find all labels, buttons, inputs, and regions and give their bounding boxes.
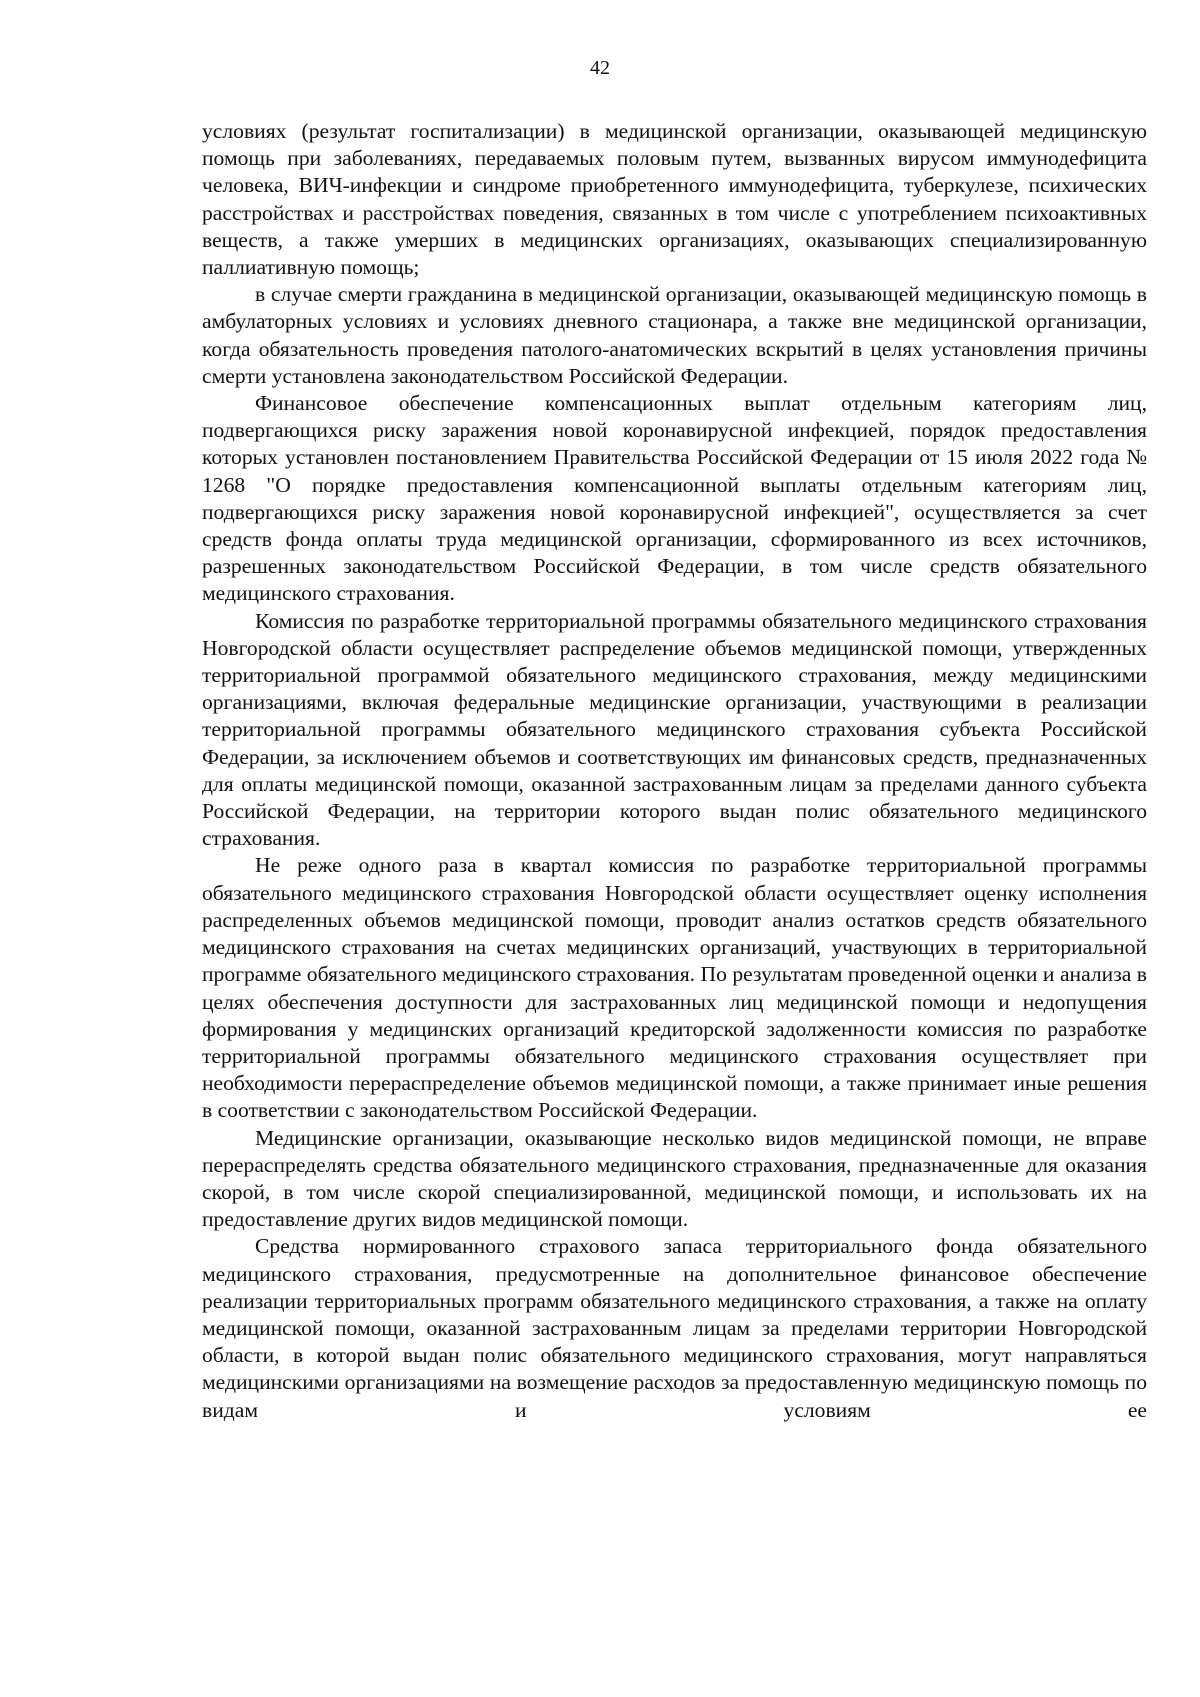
paragraph-death-outside-hospital: в случае смерти гражданина в медицинской организации, оказывающей медицинскую помощь в амбулаторных условиях и условиях дневного стационара, а также вне медицинской организации, когда обязательность проведения патолого-анатомических вскрытий в целях установления причины смерти установлена законодательством Российской Федерации. bbox=[202, 282, 1147, 388]
paragraph-emergency-funds: Медицинские организации, оказывающие несколько видов медицинской помощи, не вправе перераспределять средства обязательного медицинского страхования, предназначенные для оказания скорой, в том числе скорой специализированной, медицинской помощи, и использовать их на предоставление других видов медицинской помощи. bbox=[202, 1125, 1147, 1232]
paragraph-quarterly-assessment: Не реже одного раза в квартал комиссия по разработке территориальной программы обязательного медицинского страхования Новгородской области осуществляет оценку исполнения распределенных объемов медицинской помощи, проводит анализ остатков средств обязательного медицинского страхования на счетах медицинских организаций, участвующих в территориальной программе обязательного медицинского страхования. По результатам проведенной оценки и анализа в целях обеспечения доступности для застрахованных лиц медицинской помощи и недопущения формирования у медицинских организаций кредиторской задолженности комиссия по разработке территориальной программы обязательного медицинского страхования осуществляет при необходимости перераспределение объемов медицинской помощи, а также принимает иные решения в соответствии с законодательством Российской Федерации. bbox=[202, 853, 1147, 1123]
paragraph-commission-distribution: Комиссия по разработке территориальной программы обязательного медицинского страхования Новгородской области осуществляет распределение объемов медицинской помощи, утвержденных территориальной программой обязательного медицинского страхования, между медицинскими организациями, включая федеральные медицинские организации, участвующими в реализации территориальной программы обязательного медицинского страхования субъекта Российской Федерации, за исключением объемов и соответствующих им финансовых средств, предназначенных для оплаты медицинской помощи, оказанной застрахованным лицам за пределами данного субъекта Российской Федерации, на территории которого выдан полис обязательного медицинского страхования. bbox=[202, 608, 1147, 851]
paragraph-compensation-payments: Финансовое обеспечение компенсационных выплат отдельным категориям лиц, подвергающихся риску заражения новой коронавирусной инфекцией, порядок предоставления которых установлен постановлением Правительства Российской Федерации от 15 июля 2022 года № 1268 "О порядке предоставления компенсационной выплаты отдельным категориям лиц, подвергающихся риску заражения новой коронавирусной инфекцией", осуществляется за счет средств фонда оплаты труда медицинской организации, сформированного из всех источников, разрешенных законодательством Российской Федерации, в том числе средств обязательного медицинского страхования. bbox=[202, 391, 1147, 606]
document-body bbox=[202, 118, 1147, 1424]
paragraph-insurance-reserve: Средства нормированного страхового запаса территориального фонда обязательного медицинского страхования, предусмотренные на дополнительное финансовое обеспечение реализации территориальных программ обязательного медицинского страхования, а также на оплату медицинской помощи, оказанной застрахованным лицам за пределами территории Новгородской области, в которой выдан полис обязательного медицинского страхования, могут направляться медицинскими организациями на возмещение расходов за предоставленную медицинскую помощь по видам и условиям ее bbox=[202, 1234, 1147, 1422]
page-number: 42 bbox=[590, 57, 610, 79]
paragraph-continuation: условиях (результат госпитализации) в медицинской организации, оказывающей медицинскую помощь при заболеваниях, передаваемых половым путем, вызванных вирусом иммунодефицита человека, ВИЧ-инфекции и синдроме приобретенного иммунодефицита, туберкулезе, психических расстройствах и расстройствах поведения, связанных в том числе с употреблением психоактивных веществ, а также умерших в медицинских организациях, оказывающих специализированную паллиативную помощь; bbox=[202, 119, 1147, 280]
